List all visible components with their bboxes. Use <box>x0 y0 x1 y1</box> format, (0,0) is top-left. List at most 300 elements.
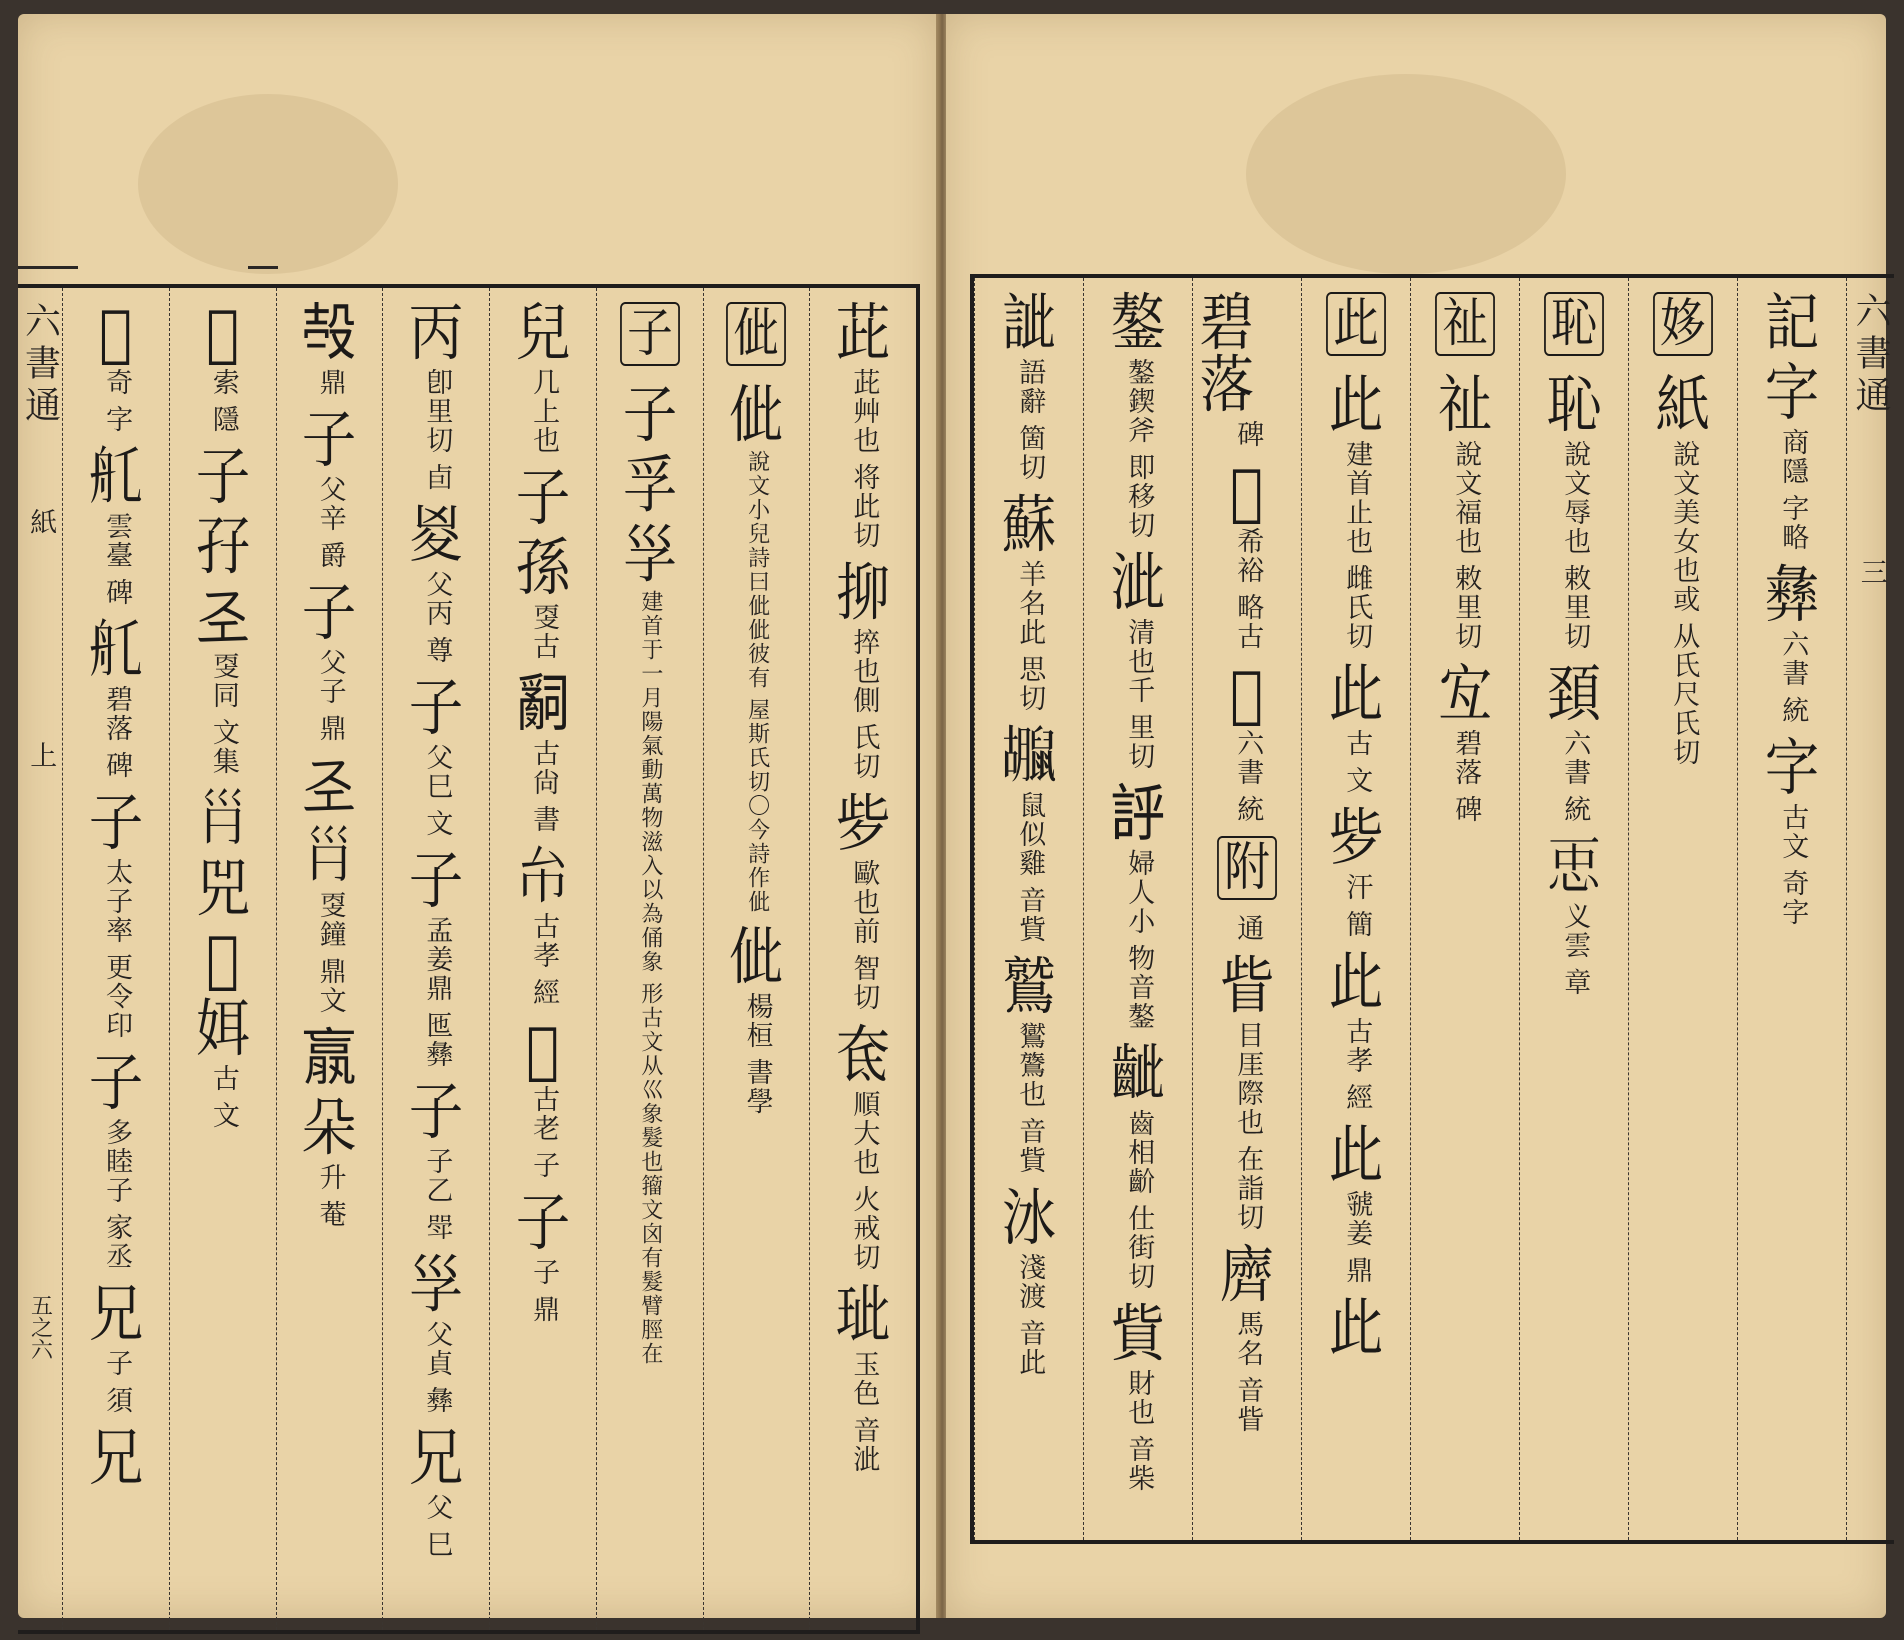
glyph-entry <box>204 922 241 995</box>
glyph-entry <box>1543 830 1605 1001</box>
source-annotation: 統 <box>1559 795 1591 824</box>
glyph-entry <box>512 840 574 1011</box>
glyph-entry <box>998 950 1060 1179</box>
glyph-entry <box>725 920 787 1120</box>
source-annotation: 商隱 <box>1777 428 1809 486</box>
source-annotation: 升 <box>314 1163 346 1192</box>
glyph-entry <box>1431 292 1499 366</box>
glyph-entry <box>1322 292 1390 366</box>
right-text-frame <box>970 274 1894 1544</box>
entry-column <box>1083 278 1192 1540</box>
glyph-entry <box>405 498 467 669</box>
entry-column <box>1410 278 1519 1540</box>
source-annotation: 鼎 <box>528 1295 560 1324</box>
seal-script-character: 㱔 <box>835 787 891 860</box>
seal-script-character: 𦨊 <box>88 613 144 686</box>
source-annotation: 敕里切 <box>1559 564 1591 651</box>
source-annotation: 音眥 <box>1232 1376 1264 1434</box>
glyph-entry <box>512 296 574 459</box>
seal-script-character: 彝 <box>1764 558 1820 631</box>
headword-character: 子 <box>620 302 680 366</box>
seal-script-character: 紙 <box>1655 368 1711 441</box>
glyph-entry <box>725 378 787 918</box>
source-annotation: 在詣切 <box>1232 1145 1264 1232</box>
glyph-entry <box>1216 949 1278 1236</box>
source-annotation: 文 <box>421 809 453 838</box>
seal-script-character: 記 <box>1764 286 1820 359</box>
glyph-entry <box>832 1018 894 1276</box>
source-annotation: 音此 <box>1014 1319 1046 1377</box>
glyph-entry <box>1325 657 1387 799</box>
headword-character: 祉 <box>1435 292 1495 356</box>
glyph-entry <box>1107 286 1169 544</box>
seal-script-character: 㱔 <box>1328 801 1384 874</box>
source-annotation: 歐也前 <box>848 859 880 946</box>
seal-script-character: 𣎆 <box>302 1021 357 1094</box>
seal-script-character: 鷲 <box>1001 950 1057 1023</box>
source-annotation: 統 <box>1777 696 1809 725</box>
source-annotation: 即移切 <box>1123 453 1155 540</box>
headword-character: 恥 <box>1544 292 1604 356</box>
source-annotation: 鼎文 <box>314 957 346 1015</box>
glyph-entry <box>97 296 134 438</box>
source-annotation: 爵 <box>314 541 346 570</box>
glyph-entry <box>1434 657 1496 828</box>
seal-script-character: 玼 <box>835 1278 891 1351</box>
glyph-entry <box>1107 1297 1169 1497</box>
source-annotation: 奇 <box>101 368 133 397</box>
source-annotation: 齒相齘 <box>1123 1109 1155 1196</box>
seal-script-character: 訿 <box>1001 286 1057 359</box>
folio-number: 三 <box>1855 558 1887 587</box>
source-annotation: 氏切 <box>848 723 880 781</box>
entry-column <box>382 288 489 1630</box>
seal-script-character: 子 <box>302 576 357 649</box>
source-annotation: 音貲 <box>1014 886 1046 944</box>
source-annotation: 經 <box>528 978 560 1007</box>
glyph-entry <box>512 1186 574 1328</box>
glyph-entry <box>85 1277 147 1419</box>
source-annotation: 尊 <box>421 636 453 665</box>
seal-script-character: 子 <box>515 1186 571 1259</box>
seal-script-character: 𢀖 <box>195 580 250 653</box>
seal-script-character: 祉 <box>1437 368 1493 441</box>
seal-script-character: 丙 <box>408 296 464 369</box>
source-annotation: 虢姜 <box>1341 1190 1373 1248</box>
source-annotation: 敕里切 <box>1450 564 1482 651</box>
glyph-entry <box>204 296 241 438</box>
source-annotation: 鼎 <box>314 714 346 743</box>
glyph-entry <box>85 613 147 784</box>
source-annotation: 略古 <box>1232 593 1264 651</box>
seal-script-character: 㜽 <box>408 1248 464 1321</box>
seal-script-character: 𤕫 <box>1230 657 1264 730</box>
glyph-entry <box>832 556 894 785</box>
seal-script-character: 子 <box>302 403 357 476</box>
glyph-entry <box>405 1248 467 1419</box>
glyph-entry <box>1216 1238 1278 1438</box>
glyph-entry <box>192 580 254 780</box>
seal-script-character: 子 <box>515 461 571 534</box>
source-annotation: 古文 <box>1777 803 1809 861</box>
seal-script-character: 𪕮 <box>1001 719 1057 792</box>
headword-character: 附 <box>1217 836 1277 900</box>
glyph-entry <box>619 518 681 1370</box>
seal-script-character: 兒 <box>515 296 571 369</box>
source-annotation: 希裕 <box>1232 527 1264 585</box>
glyph-entry <box>998 1181 1060 1381</box>
entry-column <box>703 288 810 1630</box>
source-annotation: 古孝 <box>1341 1017 1373 1075</box>
seal-script-character: 𤕫 <box>1230 455 1264 528</box>
seal-script-character: 兄 <box>408 1421 464 1494</box>
source-annotation: 羊名此 <box>1014 560 1046 647</box>
glyph-entry <box>524 1013 561 1184</box>
glyph-entry <box>1213 836 1281 947</box>
source-annotation: 鼎 <box>1341 1256 1373 1285</box>
glyph-entry <box>1107 1037 1169 1295</box>
glyph-entry <box>405 1075 467 1246</box>
headword-character: 姼 <box>1653 292 1713 356</box>
source-annotation: 茈艸也 <box>848 368 880 455</box>
seal-script-character: 𪗆 <box>1219 1238 1275 1311</box>
glyph-entry <box>298 296 360 401</box>
glyph-entry <box>1761 558 1823 729</box>
glyph-entry <box>1434 368 1496 655</box>
book-title: 六書通 <box>1850 292 1891 418</box>
glyph-entry <box>85 1046 147 1275</box>
glyph-entry <box>298 1091 360 1233</box>
source-annotation: 字 <box>101 405 133 434</box>
entry-column <box>169 288 276 1630</box>
source-annotation: 六書 <box>1232 729 1264 787</box>
source-annotation: 鼠似雞 <box>1014 791 1046 878</box>
source-annotation: 說文小兒詩曰佌佌彼有 <box>744 450 770 690</box>
source-annotation: 音泚 <box>848 1416 880 1474</box>
seal-script-character: 𢁔 <box>515 840 571 913</box>
source-annotation: 父 <box>421 1493 453 1522</box>
seal-script-character: 兕 <box>195 852 250 925</box>
source-annotation: 統 <box>1232 795 1264 824</box>
source-annotation: 父子 <box>314 648 346 706</box>
glyph-entry <box>1543 368 1605 655</box>
glyph-entry <box>1325 1118 1387 1289</box>
seal-script-character: 孚 <box>622 448 677 521</box>
source-annotation: 子 <box>528 1151 560 1180</box>
source-annotation: 書 <box>528 805 560 834</box>
right-page <box>946 14 1891 1618</box>
source-annotation: 馬名 <box>1232 1310 1264 1368</box>
source-annotation: 义雲 <box>1559 902 1591 960</box>
entry-column <box>1301 278 1410 1540</box>
entry-column <box>62 288 169 1630</box>
seal-script-character: 𧦝 <box>1110 777 1166 850</box>
paper-stain <box>1246 74 1566 274</box>
glyph-entry <box>616 302 684 376</box>
seal-script-character: 此 <box>1328 1291 1384 1364</box>
source-annotation: 鼎 <box>314 368 346 397</box>
source-annotation: 雲臺 <box>101 512 133 570</box>
seal-script-character: 𡿩 <box>195 782 250 855</box>
source-annotation: 古尙 <box>528 739 560 797</box>
entry-column <box>596 288 703 1630</box>
source-annotation: 斝 <box>421 1213 453 1242</box>
seal-script-character: 孫 <box>515 531 571 604</box>
glyph-entry <box>192 440 254 513</box>
left-margin-column <box>18 288 62 1630</box>
glyph-entry <box>298 819 360 1019</box>
seal-script-character: 此 <box>1328 1118 1384 1191</box>
seal-script-character: 㜽 <box>622 518 677 591</box>
source-annotation: 碑 <box>1232 420 1264 449</box>
left-text-frame <box>18 284 920 1634</box>
glyph-entry <box>1543 657 1605 828</box>
seal-script-character: 子 <box>88 1046 144 1119</box>
source-annotation: 文 <box>207 1101 239 1130</box>
glyph-entry <box>1228 657 1265 828</box>
source-annotation: 六書 <box>1559 729 1591 787</box>
glyph-entry <box>1761 731 1823 931</box>
source-annotation: 卽里切 <box>421 368 453 455</box>
seal-script-character: 𣪊 <box>302 296 357 369</box>
source-annotation: 楊桓 <box>741 992 773 1050</box>
glyph-entry <box>1107 546 1169 775</box>
source-annotation: 目厓際也 <box>1232 1021 1264 1137</box>
source-annotation: 碧落 <box>101 685 133 743</box>
glyph-entry <box>405 1421 467 1563</box>
seal-script-character: 奃 <box>835 1018 891 1091</box>
glyph-entry <box>512 667 574 838</box>
source-annotation: 从氏尺氏切 <box>1668 622 1700 767</box>
glyph-entry <box>85 786 147 1044</box>
source-annotation: 語辭 <box>1014 358 1046 416</box>
source-annotation: 音貲 <box>1014 1117 1046 1175</box>
left-page <box>18 14 936 1618</box>
glyph-entry <box>1325 801 1387 943</box>
glyph-entry <box>298 576 360 747</box>
source-annotation: 仕街切 <box>1123 1204 1155 1291</box>
headword-character: 此 <box>1326 292 1386 356</box>
source-annotation: 将此切 <box>848 463 880 550</box>
seal-script-character: 㛅 <box>195 992 250 1065</box>
source-annotation: 㪅鐘 <box>314 891 346 949</box>
entry-column <box>489 288 596 1630</box>
entry-column <box>1737 278 1846 1540</box>
source-annotation: 匜彝 <box>421 1011 453 1069</box>
seal-script-character: 佌 <box>729 920 784 993</box>
source-annotation: 物音鏊 <box>1123 944 1155 1031</box>
source-annotation: 鸑鷟也 <box>1014 1022 1046 1109</box>
source-annotation: 屋斯氏切〇今詩作佌 <box>744 698 770 914</box>
seal-script-character: 子 <box>408 1075 464 1148</box>
source-annotation: 建首止也 <box>1341 440 1373 556</box>
glyph-entry <box>1228 455 1265 655</box>
seal-script-character: 子 <box>408 844 464 917</box>
glyph-entry <box>405 296 467 496</box>
glyph-entry <box>1193 286 1301 453</box>
glyph-entry <box>998 488 1060 717</box>
seal-script-character: 子 <box>408 671 464 744</box>
book-title: 六書通 <box>19 302 61 428</box>
seal-script-character: 泚 <box>1110 546 1166 619</box>
seal-script-character: 宐 <box>1437 657 1493 730</box>
headword-character: 佌 <box>726 302 786 366</box>
glyph-entry <box>192 782 254 855</box>
source-annotation: 隱 <box>207 405 239 434</box>
seal-script-character: 此 <box>1328 368 1384 441</box>
source-annotation: 更令印 <box>101 953 133 1040</box>
source-annotation: 家丞 <box>101 1213 133 1271</box>
seal-script-character: 字 <box>1764 356 1820 429</box>
source-annotation: 財也 <box>1123 1369 1155 1427</box>
seal-script-character: 𤔲 <box>515 667 571 740</box>
glyph-entry <box>192 992 254 1134</box>
source-annotation: 子 <box>528 1258 560 1287</box>
seal-script-character: 𢘑 <box>1546 830 1602 903</box>
source-annotation: 父辛 <box>314 475 346 533</box>
source-annotation: 思切 <box>1014 655 1046 713</box>
source-annotation: 菴 <box>314 1200 346 1229</box>
seal-script-character: 㧕 <box>835 556 891 629</box>
source-annotation: 捽也側 <box>848 628 880 715</box>
entry-column <box>1192 278 1301 1540</box>
source-annotation: 經 <box>1341 1083 1373 1112</box>
entry-column <box>1519 278 1628 1540</box>
source-annotation: 雌氏切 <box>1341 564 1373 651</box>
source-annotation: 碑 <box>101 578 133 607</box>
glyph-entry <box>192 852 254 925</box>
glyph-entry <box>998 286 1060 486</box>
source-annotation: 碑 <box>1450 795 1482 824</box>
seal-script-character: 眥 <box>1219 949 1275 1022</box>
glyph-entry <box>998 719 1060 948</box>
seal-script-character: 恥 <box>1546 368 1602 441</box>
source-annotation: 太子率 <box>101 858 133 945</box>
source-annotation: 卣 <box>421 463 453 492</box>
source-annotation: 玉色 <box>848 1350 880 1408</box>
seal-script-character: 𢅥 <box>206 922 240 995</box>
source-annotation: 說文福也 <box>1450 440 1482 556</box>
source-annotation: 巳 <box>421 1530 453 1559</box>
source-annotation: 彝 <box>421 1386 453 1415</box>
glyph-entry <box>512 531 574 665</box>
source-annotation: 淺渡 <box>1014 1253 1046 1311</box>
source-annotation: 几上也 <box>528 368 560 455</box>
top-rule <box>18 266 78 269</box>
glyph-entry <box>85 1421 147 1494</box>
source-annotation: 奇字 <box>1777 869 1809 927</box>
seal-script-character: 子 <box>88 786 144 859</box>
glyph-entry <box>192 510 254 583</box>
source-annotation: 㪅同 <box>207 652 239 710</box>
glyph-entry <box>85 440 147 611</box>
source-annotation: 古孝 <box>528 912 560 970</box>
glyph-entry <box>722 302 790 376</box>
entry-column <box>1628 278 1737 1540</box>
source-annotation: 須 <box>101 1386 133 1415</box>
source-annotation: 父貞 <box>421 1320 453 1378</box>
glyph-entry <box>619 378 681 451</box>
source-annotation: 父丙 <box>421 570 453 628</box>
source-annotation: 孟姜鼎 <box>421 916 453 1003</box>
seal-script-character: 鏊 <box>1110 286 1166 359</box>
source-annotation: 古老 <box>528 1085 560 1143</box>
source-annotation: 智切 <box>848 954 880 1012</box>
tone-label: 上 <box>25 741 57 770</box>
glyph-entry <box>1652 368 1714 771</box>
seal-script-character: 𢅥 <box>206 296 240 369</box>
glyph-entry <box>1107 777 1169 1035</box>
source-annotation: 說文辱也 <box>1559 440 1591 556</box>
source-annotation: 說文美女也或 <box>1668 440 1700 614</box>
seal-script-character: 𢀖 <box>302 749 357 822</box>
glyph-entry <box>1761 356 1823 556</box>
source-annotation: 文集 <box>207 718 239 776</box>
source-annotation: 索 <box>207 368 239 397</box>
glyph-entry <box>405 844 467 1073</box>
seal-script-character: 蘇 <box>1001 488 1057 561</box>
right-margin-column <box>1846 278 1894 1540</box>
source-annotation: 順大也 <box>848 1090 880 1177</box>
source-annotation: 音柴 <box>1123 1435 1155 1493</box>
source-annotation: 建首于一月陽氣動萬物滋入以為俑象 <box>637 590 663 974</box>
source-annotation: 鏊鍥斧 <box>1123 358 1155 445</box>
glyph-entry <box>405 671 467 842</box>
rhyme-label: 紙 <box>25 508 57 537</box>
seal-script-character: 孖 <box>195 510 250 583</box>
glyph-entry <box>1761 286 1823 359</box>
source-annotation: 子 <box>101 1349 133 1378</box>
source-annotation: 碧落 <box>1450 729 1482 787</box>
seal-script-character: 朵 <box>302 1091 357 1164</box>
glyph-entry <box>298 749 360 822</box>
source-annotation: 多睦子 <box>101 1118 133 1205</box>
source-annotation: 簡 <box>1341 910 1373 939</box>
glyph-entry <box>832 296 894 554</box>
glyph-entry <box>619 448 681 521</box>
source-annotation: 文 <box>1341 766 1373 795</box>
source-annotation: 清也千 <box>1123 618 1155 705</box>
source-annotation: 㪅古 <box>528 603 560 661</box>
source-annotation: 六書 <box>1777 630 1809 688</box>
source-annotation: 碑 <box>101 751 133 780</box>
source-annotation: 形古文从巛象髮也籀文囟有髮臂脛在 <box>637 982 663 1366</box>
seal-script-character: 𢅥 <box>99 296 133 369</box>
seal-script-character: 兄 <box>88 1421 144 1494</box>
seal-script-character: 茈 <box>835 296 891 369</box>
source-annotation: 箇切 <box>1014 424 1046 482</box>
seal-script-character: 𦨊 <box>88 440 144 513</box>
paper-stain <box>138 94 398 274</box>
source-annotation: 汗 <box>1341 873 1373 902</box>
source-annotation: 婦人小 <box>1123 849 1155 936</box>
glyph-entry <box>832 787 894 1016</box>
glyph-entry <box>1649 292 1717 366</box>
source-annotation: 火戒切 <box>848 1185 880 1272</box>
seal-script-character: 子 <box>622 378 677 451</box>
glyph-entry <box>1325 368 1387 655</box>
seal-script-character: 此 <box>1328 657 1384 730</box>
source-annotation: 字略 <box>1777 494 1809 552</box>
glyph-entry <box>832 1278 894 1478</box>
folio-number: 五之六 <box>27 1294 53 1360</box>
glyph-entry <box>1540 292 1608 366</box>
seal-script-character: 佌 <box>729 378 784 451</box>
source-annotation: 古 <box>207 1064 239 1093</box>
source-annotation: 里切 <box>1123 713 1155 771</box>
glyph-entry <box>298 1021 360 1094</box>
glyph-entry <box>512 461 574 534</box>
